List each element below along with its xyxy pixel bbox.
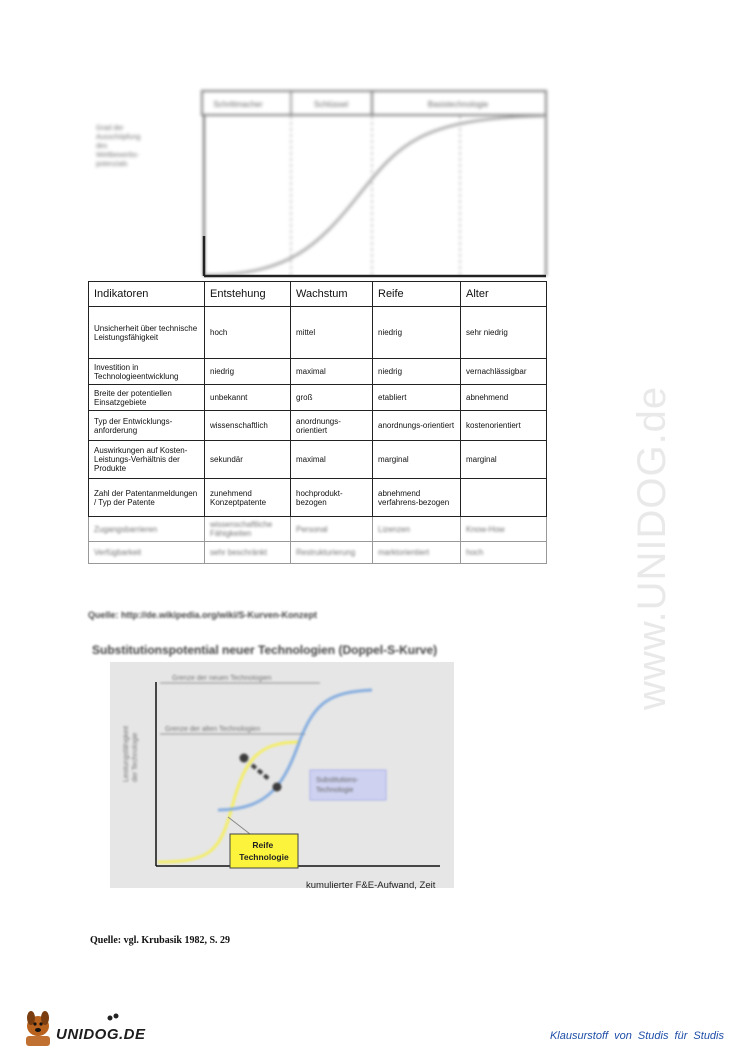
logo-text: UNIDOG.DE <box>56 1026 146 1043</box>
x-axis-label: kumulierter F&E-Aufwand, Zeit <box>306 880 436 891</box>
header-entstehung: Entstehung <box>205 282 291 307</box>
table-cell: Zahl der Patentanmeldungen / Typ der Patente <box>89 479 205 517</box>
table-cell: sekundär <box>205 441 291 479</box>
table-cell: abnehmend verfahrens-bezogen <box>373 479 461 517</box>
table-cell: Auswirkungen auf Kosten- Leistungs-Verhältnis der Produkte <box>89 441 205 479</box>
table-row <box>89 441 547 479</box>
mature-technology-label: Reife Technologie <box>239 840 289 862</box>
table-cell: hoch <box>461 542 547 564</box>
table-cell: marktorientiert <box>373 542 461 564</box>
header-reife: Reife <box>373 282 461 307</box>
header-alter: Alter <box>461 282 547 307</box>
phase-label-2: Schlüssel <box>313 100 349 109</box>
table-cell: Typ der Entwicklungs-anforderung <box>89 411 205 441</box>
s-curve-line <box>206 116 544 275</box>
table-header-row <box>89 282 547 307</box>
source-note-2: Quelle: vgl. Krubasik 1982, S. 29 <box>90 935 231 946</box>
table-cell: unbekannt <box>205 385 291 411</box>
table-cell: anordnungs-orientiert <box>291 411 373 441</box>
table-row <box>89 542 547 564</box>
table-cell: maximal <box>291 359 373 385</box>
table-cell: Lizenzen <box>373 517 461 542</box>
table-row <box>89 385 547 411</box>
header-wachstum: Wachstum <box>291 282 373 307</box>
watermark: www.UNIDOG.de <box>630 385 674 710</box>
footer-tagline: Klausurstoff von Studis für Studis <box>549 1030 724 1042</box>
table-cell: groß <box>291 385 373 411</box>
table-cell: Restrukturierung <box>291 542 373 564</box>
y-axis-label: Leistungsfähigkeit der Technologie <box>123 725 139 782</box>
table-cell: hochprodukt-bezogen <box>291 479 373 517</box>
upper-limit-label: Grenze der neuen Technologien <box>172 675 272 682</box>
substitution-label: Substitutions- Technologie <box>316 777 359 794</box>
table-cell: Know-How <box>461 517 547 542</box>
table-cell: sehr beschränkt <box>205 542 291 564</box>
table-cell: sehr niedrig <box>461 307 547 359</box>
table-cell: zunehmend Konzeptpatente <box>205 479 291 517</box>
table-cell: etabliert <box>373 385 461 411</box>
double-s-title: Substitutionspotential neuer Technologien (Doppel-S-Kurve) <box>92 643 438 657</box>
table-cell: niedrig <box>205 359 291 385</box>
table-cell: Zugangsbarrieren <box>89 517 205 542</box>
header-indikatoren: Indikatoren <box>89 282 205 307</box>
table-cell: wissenschaftliche Fähigkeiten <box>205 517 291 542</box>
table-cell: mittel <box>291 307 373 359</box>
table-row <box>89 517 547 542</box>
table-cell: hoch <box>205 307 291 359</box>
new-curve-point <box>273 783 282 792</box>
table-cell: Personal <box>291 517 373 542</box>
table-cell: vernachlässigbar <box>461 359 547 385</box>
table-cell: Breite der potentiellen Einsatzgebiete <box>89 385 205 411</box>
table-cell: marginal <box>373 441 461 479</box>
table-row <box>89 411 547 441</box>
s-curve-chart <box>88 86 558 286</box>
lower-limit-label: Grenze der alten Technologien <box>165 726 261 733</box>
table-cell: anordnungs-orientiert <box>373 411 461 441</box>
substitution-label-box <box>310 770 386 800</box>
table-cell: niedrig <box>373 359 461 385</box>
table-cell: marginal <box>461 441 547 479</box>
table-cell <box>461 479 547 517</box>
table-cell: niedrig <box>373 307 461 359</box>
table-cell: maximal <box>291 441 373 479</box>
table-row <box>89 359 547 385</box>
table-cell: Investition in Technologieentwicklung <box>89 359 205 385</box>
table-cell: wissenschaftlich <box>205 411 291 441</box>
double-s-curve-chart <box>110 662 480 898</box>
phase-label-3: Basistechnologie <box>427 100 489 109</box>
phase-label-1: Schrittmacher <box>213 100 263 109</box>
source-note-1: Quelle: http://de.wikipedia.org/wiki/S-Kurven-Konzept <box>88 610 318 620</box>
table-row <box>89 307 547 359</box>
table-cell: kostenorientiert <box>461 411 547 441</box>
old-curve-point <box>240 754 249 763</box>
table-cell: Verfügbarkeit <box>89 542 205 564</box>
indicator-table <box>88 281 547 564</box>
table-cell: Unsicherheit über technische Leistungsfähigkeit <box>89 307 205 359</box>
y-axis-label: Grad der Ausschöpfung des Wettbewerbs- potenzials <box>96 125 141 168</box>
table-cell: abnehmend <box>461 385 547 411</box>
table-row <box>89 479 547 517</box>
